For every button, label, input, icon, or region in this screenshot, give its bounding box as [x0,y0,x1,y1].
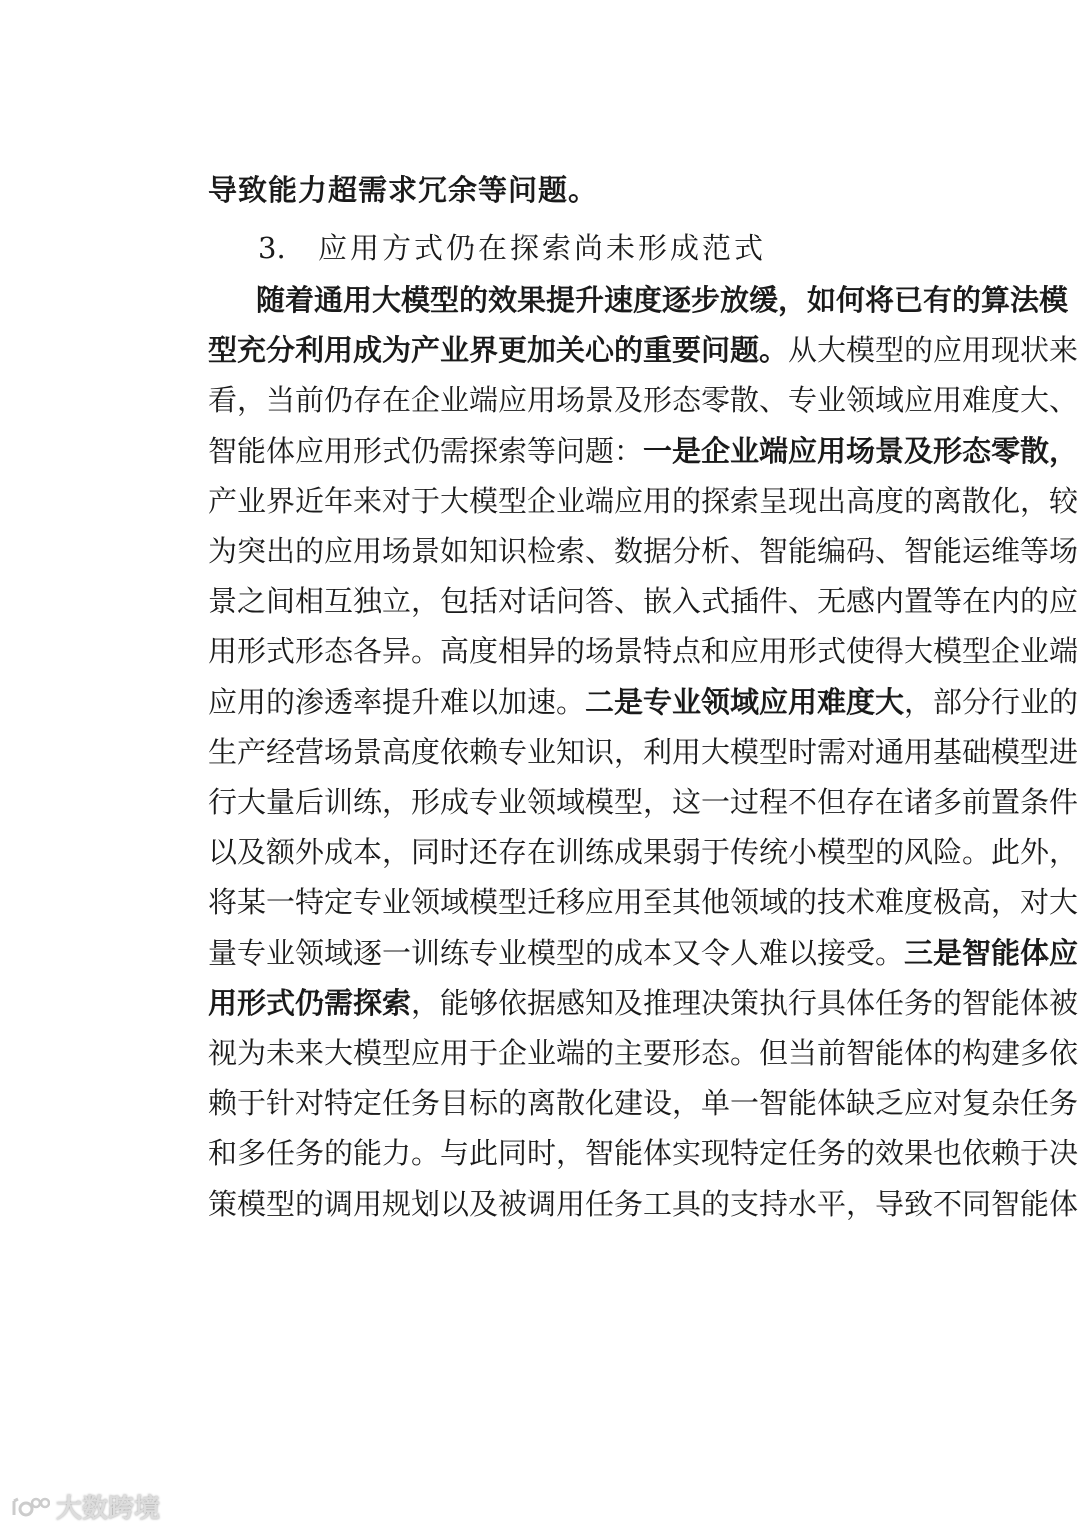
text-line [208,983,1079,1023]
text-line [256,280,1069,320]
text-line [208,631,1079,671]
text-line [208,682,1079,722]
section-heading [258,228,766,268]
text-line [208,581,1079,621]
text-segment: 赖于针对特定任务目标的离散化建设，单一智能体缺乏应对复杂任务 [208,1086,1079,1121]
text-segment: 应用的渗透率提升难以加速。 [208,684,586,719]
watermark [10,1488,160,1525]
text-line [208,882,1079,922]
text-line [208,431,1079,471]
text-segment: 产业界近年来对于大模型企业端应用的探索呈现出高度的离散化，较 [208,483,1079,518]
text-segment: 用形式形态各异。高度相异的场景特点和应用形式使得大模型企业端 [208,634,1079,669]
section-number: 3. [258,231,286,265]
text-segment: 行大量后训练，形成专业领域模型，这一过程不但存在诸多前置条件 [208,785,1079,819]
bold-text-segment: 二是专业领域应用难度大 [585,684,905,719]
bold-text-segment: 用形式仍需探索 [208,985,412,1020]
text-line [208,782,1079,822]
text-segment: 景之间相互独立，包括对话问答、嵌入式插件、无感内置等在内的应 [208,584,1079,619]
text-segment: 生产经营场景高度依赖专业知识，利用大模型时需对通用基础模型进 [208,734,1079,769]
text-segment: 从大模型的应用现状来 [788,333,1079,368]
bold-text-segment: 随着通用大模型的效果提升速度逐步放缓，如何将已有的算法模 [256,283,1069,317]
watermark-text: 大数跨境 [56,1494,161,1524]
text-line [208,1033,1079,1073]
text-line [208,832,1079,872]
bold-text-segment: 型充分利用成为产业界更加关心的重要问题。 [208,333,789,368]
text-segment: ，部分行业的 [904,684,1079,719]
text-line [208,1184,1079,1224]
text-segment: 和多任务的能力。与此同时，智能体实现特定任务的效果也依赖于决 [208,1136,1079,1171]
text-segment: 策模型的调用规划以及被调用任务工具的支持水平，导致不同智能体 [208,1186,1079,1221]
text-line [208,481,1079,521]
text-segment: 以及额外成本，同时还存在训练成果弱于传统小模型的风险。此外， [208,835,1079,870]
text-segment: ，能够依据感知及推理决策执行具体任务的智能体被 [411,985,1079,1020]
text-segment: 智能体应用形式仍需探索等问题： [208,433,644,468]
text-segment: 为突出的应用场景如知识检索、数据分析、智能编码、智能运维等场 [208,534,1079,568]
text-line [208,933,1079,973]
text-segment: 视为未来大模型应用于企业端的主要形态。但当前智能体的构建多依 [208,1036,1079,1070]
bold-text-segment: 一是企业端应用场景及形态零散， [643,433,1079,468]
text-line [208,330,1079,370]
section-title: 应用方式仍在探索尚未形成范式 [318,231,767,265]
text-segment: 看，当前仍存在企业端应用场景及形态零散、专业领域应用难度大、 [208,383,1079,418]
text-line [208,1083,1079,1123]
text-line [208,380,1079,420]
text-line [208,1133,1079,1173]
bold-text-segment: 三是智能体应 [904,935,1079,970]
text-line [208,531,1079,571]
text-segment: 量专业领域逐一训练专业模型的成本又令人难以接受。 [208,935,905,970]
text-line [208,732,1079,772]
text-line [208,170,875,210]
text-segment: 将某一特定专业领域模型迁移应用至其他领域的技术难度极高，对大 [208,885,1079,920]
watermark-logo-icon [10,1495,50,1519]
bold-text-segment: 导致能力超需求冗余等问题。 [208,173,599,207]
